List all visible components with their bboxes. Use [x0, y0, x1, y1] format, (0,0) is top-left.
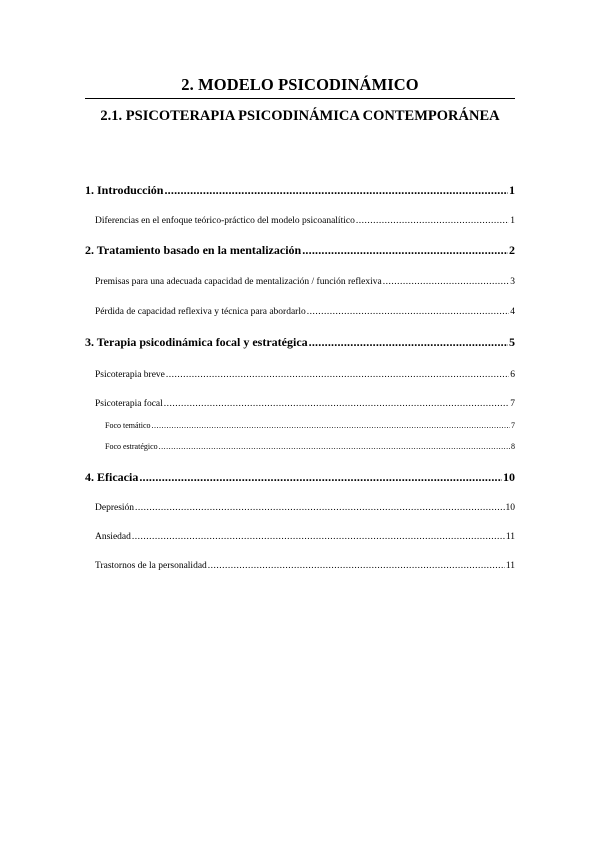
toc-page-number: 4 [510, 307, 515, 317]
toc-leader-dots [307, 307, 510, 317]
page-title: 2. MODELO PSICODINÁMICO [181, 75, 419, 94]
toc-leader-dots [132, 532, 505, 542]
toc-leader-dots [356, 216, 509, 226]
toc-entry-label: Diferencias en el enfoque teórico-práctico del modelo psicoanalítico [95, 216, 355, 226]
toc-entry-ansiedad[interactable] [95, 532, 515, 542]
toc-entry-label: 2. Tratamiento basado en la mentalización [85, 243, 302, 257]
toc-leader-dots [159, 442, 510, 451]
toc-page-number: 1 [509, 183, 515, 197]
toc-entry-depresion[interactable] [95, 503, 515, 513]
toc-leader-dots [383, 277, 510, 287]
toc-page-number: 11 [505, 561, 515, 571]
toc-page-number: 8 [511, 442, 515, 451]
toc-entry-label: Psicoterapia focal [95, 399, 163, 409]
toc-leader-dots [164, 183, 508, 198]
toc-entry-premisas[interactable] [95, 277, 515, 287]
toc-entry-eficacia[interactable] [85, 470, 515, 485]
toc-page-number: 10 [505, 503, 515, 513]
toc-entry-foco-tematico[interactable] [105, 421, 515, 430]
toc-entry-psicoterapia-focal[interactable] [95, 399, 515, 409]
toc-leader-dots [166, 370, 509, 380]
toc-entry-label: 1. Introducción [85, 183, 164, 197]
toc-leader-dots [309, 335, 508, 350]
toc-entry-trastornos[interactable] [95, 561, 515, 571]
toc-leader-dots [164, 399, 509, 409]
toc-entry-label: Psicoterapia breve [95, 370, 165, 380]
toc-leader-dots [302, 243, 508, 258]
toc-entry-diferencias[interactable] [95, 216, 515, 226]
toc-entry-label: Ansiedad [95, 532, 131, 542]
toc-page-number: 6 [510, 370, 515, 380]
toc-entry-label: Premisas para una adecuada capacidad de mentalización / función reflexiva [95, 277, 382, 287]
toc-entry-perdida[interactable] [95, 307, 515, 317]
toc-page-number: 2 [509, 243, 515, 257]
toc-entry-foco-estrategico[interactable] [105, 442, 515, 451]
toc-entry-label: Foco temático [105, 421, 151, 430]
toc-entry-label: Foco estratégico [105, 442, 158, 451]
toc-page-number: 3 [510, 277, 515, 287]
toc-entry-label: Depresión [95, 503, 135, 513]
toc-entry-label: Trastornos de la personalidad [95, 561, 207, 571]
toc-page-number: 10 [503, 470, 515, 484]
toc-entry-label: 4. Eficacia [85, 470, 139, 484]
toc-leader-dots [135, 503, 504, 513]
toc-entry-terapia-focal[interactable] [85, 335, 515, 350]
toc-page-number: 1 [510, 216, 515, 226]
page-subtitle: 2.1. PSICOTERAPIA PSICODINÁMICA CONTEMPORÁNEA [100, 108, 500, 124]
toc-page-number: 5 [509, 335, 515, 349]
toc-leader-dots [152, 421, 510, 430]
title-underline [85, 98, 515, 99]
toc-entry-introduccion[interactable] [85, 183, 515, 198]
toc-leader-dots [139, 470, 502, 485]
toc-entry-label: 3. Terapia psicodinámica focal y estratégica [85, 335, 308, 349]
toc-leader-dots [208, 561, 505, 571]
toc-page-number: 11 [505, 532, 515, 542]
toc-page-number: 7 [511, 421, 515, 430]
toc-entry-mentalizacion[interactable] [85, 243, 515, 258]
toc-page-number: 7 [510, 399, 515, 409]
toc-entry-psicoterapia-breve[interactable] [95, 370, 515, 380]
toc-entry-label: Pérdida de capacidad reflexiva y técnica para abordarlo [95, 307, 306, 317]
